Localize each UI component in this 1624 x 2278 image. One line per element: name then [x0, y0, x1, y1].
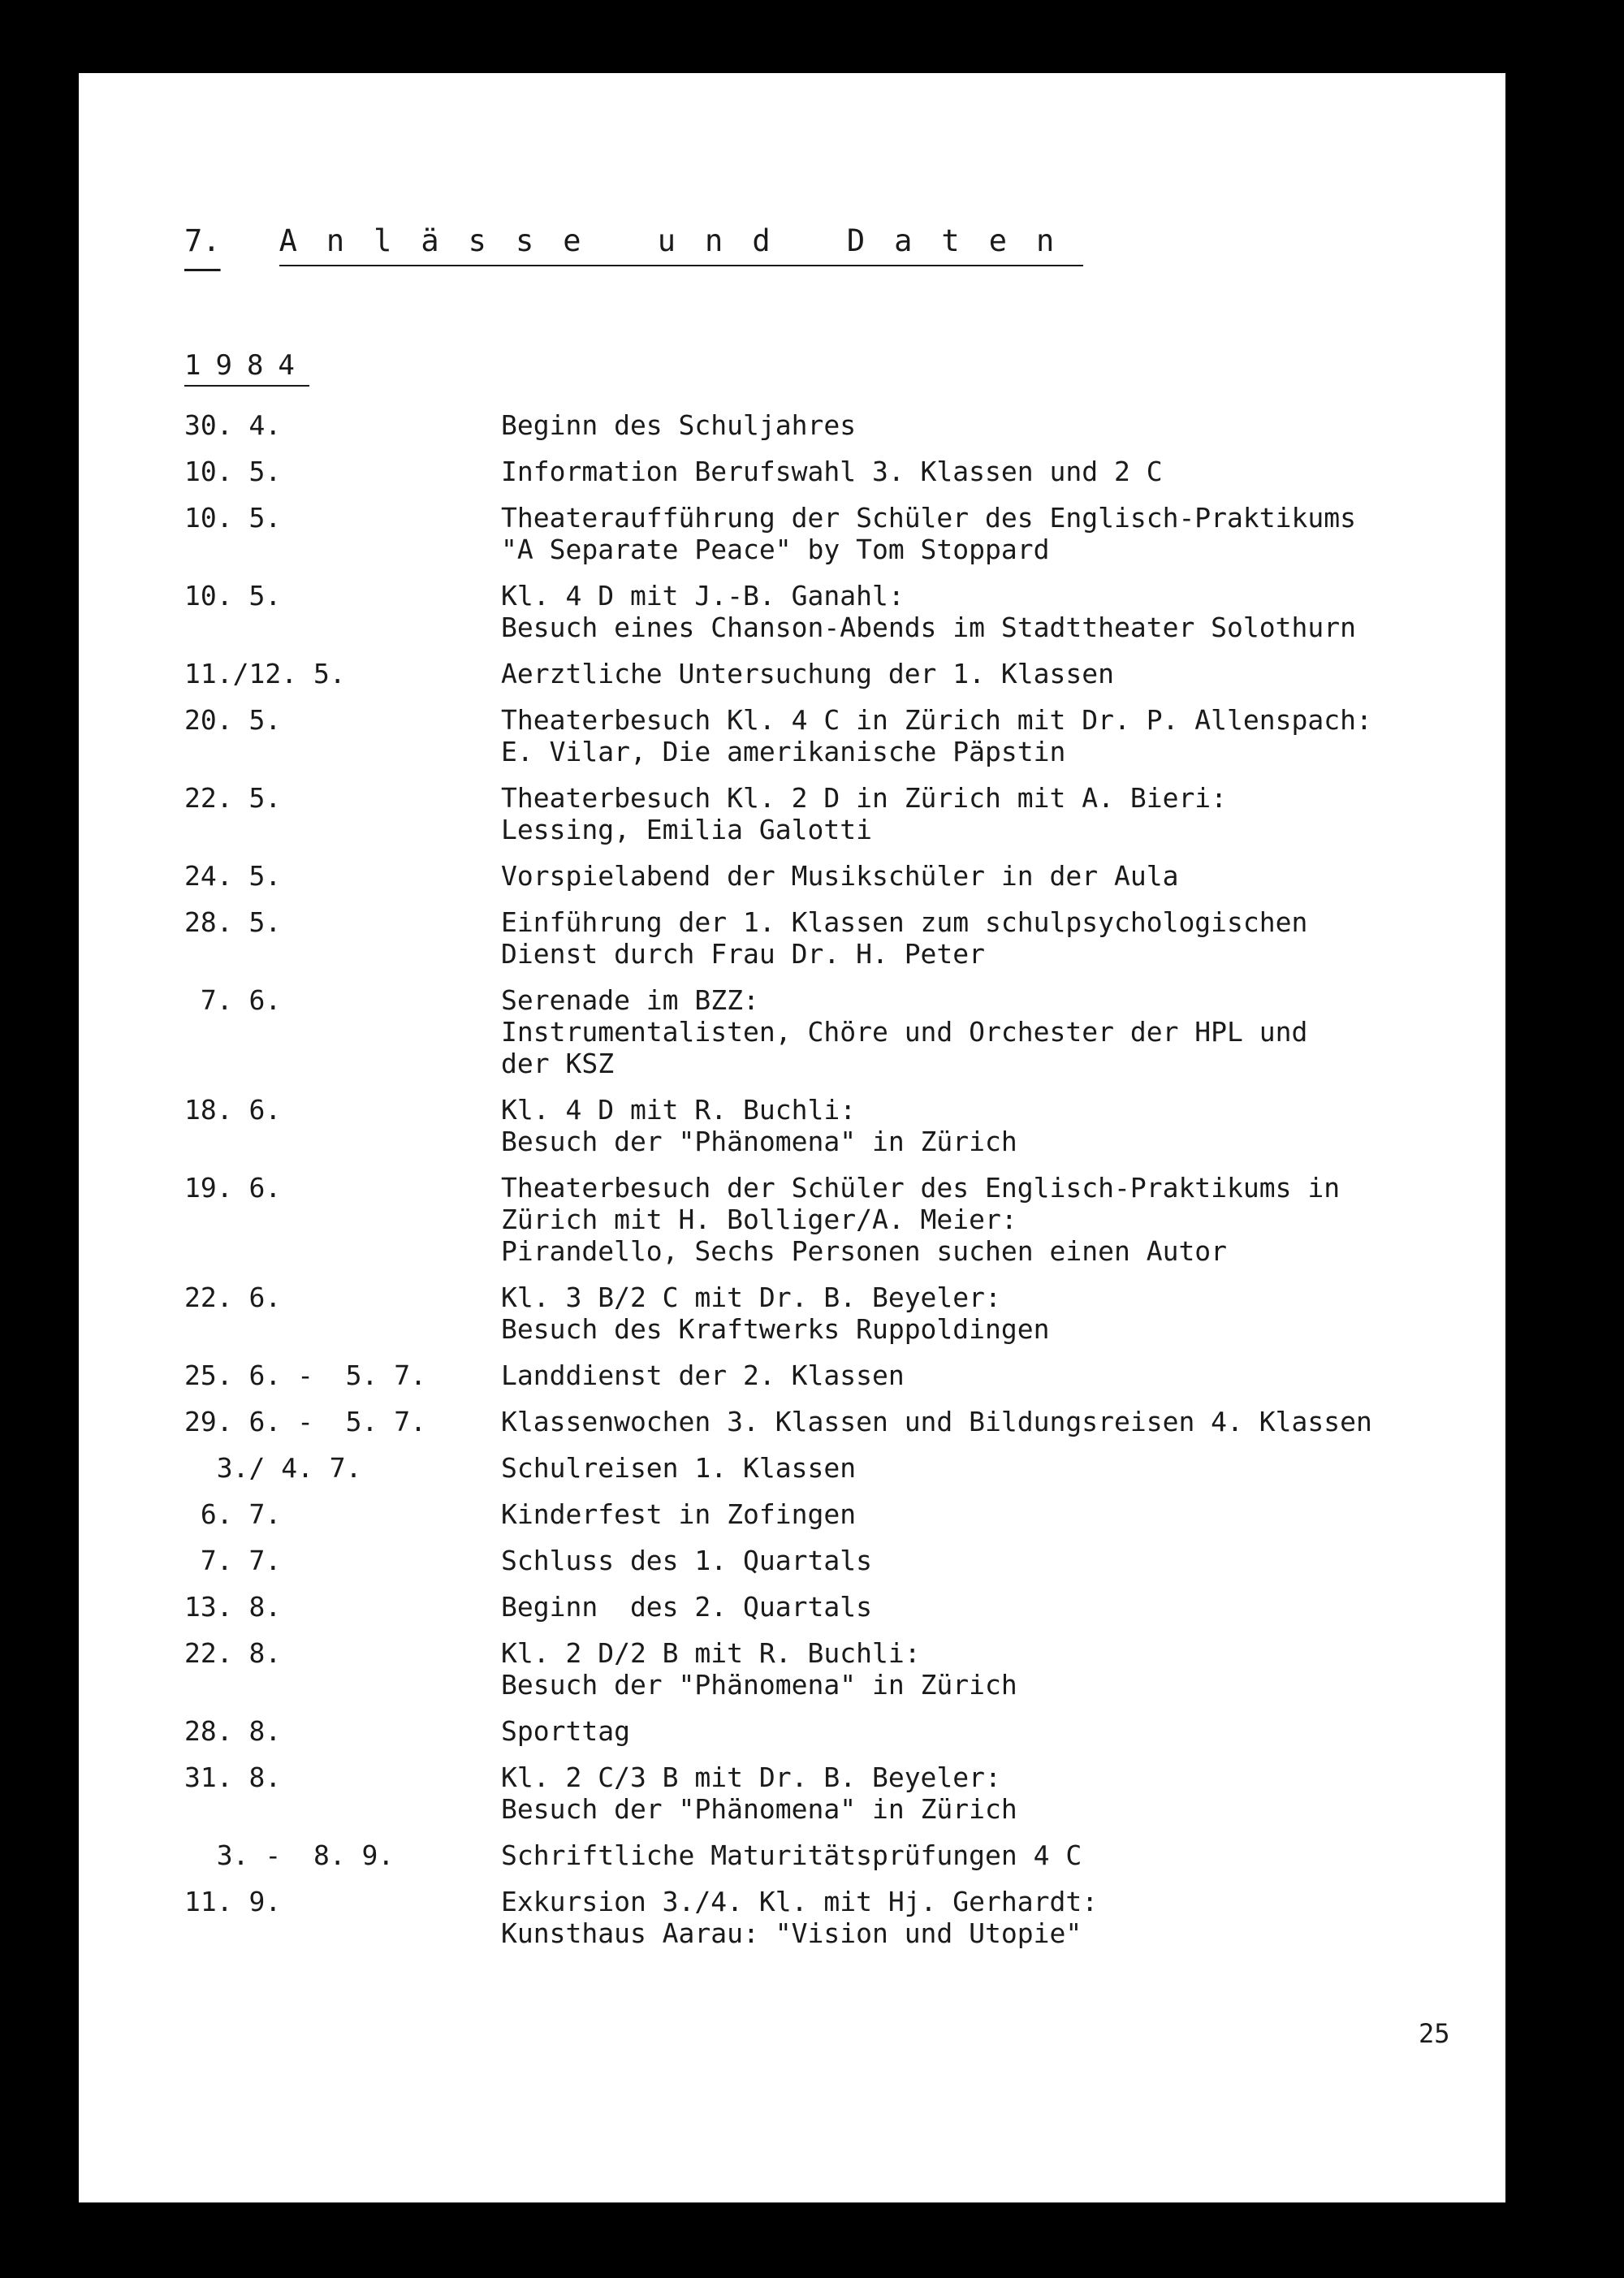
event-description-line: Kl. 4 D mit J.-B. Ganahl:: [501, 580, 905, 612]
document-page: [79, 73, 1505, 2202]
event-description-line: Kl. 3 B/2 C mit Dr. B. Beyeler:: [501, 1282, 1001, 1313]
event-description-line: Aerztliche Untersuchung der 1. Klassen: [501, 658, 1114, 689]
event-date: 24. 5.: [184, 860, 282, 892]
event-entry: [184, 782, 1500, 845]
event-description-line: Theaterbesuch der Schüler des Englisch-Praktikums in: [501, 1172, 1341, 1204]
event-entry: [184, 1545, 1500, 1576]
event-description-line: Kinderfest in Zofingen: [501, 1498, 857, 1530]
event-entry: [184, 1359, 1500, 1391]
event-entry: [184, 1637, 1500, 1701]
event-description-line: Kl. 2 D/2 B mit R. Buchli:: [501, 1637, 921, 1669]
event-description: [501, 580, 1500, 643]
event-entry: [184, 1406, 1500, 1437]
event-description-line: Schulreisen 1. Klassen: [501, 1452, 857, 1484]
event-entry: [184, 1715, 1500, 1747]
event-description-line: Klassenwochen 3. Klassen und Bildungsreisen 4. Klassen: [501, 1406, 1372, 1437]
event-description-line: Kl. 4 D mit R. Buchli:: [501, 1094, 857, 1126]
year-heading: 1984: [184, 349, 309, 387]
event-date: 7. 7.: [184, 1545, 282, 1576]
event-description-line: Landdienst der 2. Klassen: [501, 1359, 905, 1391]
event-date: 28. 8.: [184, 1715, 282, 1747]
event-entry: [184, 1591, 1500, 1623]
event-description-line: Besuch des Kraftwerks Ruppoldingen: [501, 1313, 1050, 1345]
event-description-line: Besuch der "Phänomena" in Zürich: [501, 1669, 1017, 1701]
event-description: [501, 1094, 1500, 1157]
section-title: Anlässe und Daten: [279, 223, 1084, 266]
event-entry: [184, 1886, 1500, 1949]
event-description-line: der KSZ: [501, 1048, 615, 1079]
event-list: [184, 409, 1500, 1964]
event-date: 7. 6.: [184, 984, 282, 1016]
event-description-line: Sporttag: [501, 1715, 630, 1747]
event-entry: [184, 1761, 1500, 1825]
event-date: 25. 6. - 5. 7.: [184, 1359, 427, 1391]
event-description-line: Einführung der 1. Klassen zum schulpsychologischen: [501, 906, 1308, 938]
event-description: [501, 1545, 1500, 1576]
event-description-line: Theaterbesuch Kl. 4 C in Zürich mit Dr. P. Allenspach:: [501, 704, 1372, 736]
event-description: [501, 1715, 1500, 1747]
event-date: 3. - 8. 9.: [184, 1839, 395, 1871]
event-description-line: Information Berufswahl 3. Klassen und 2 C: [501, 456, 1163, 487]
event-description-line: Kunsthaus Aarau: "Vision und Utopie": [501, 1917, 1082, 1949]
event-description: [501, 860, 1500, 892]
event-description-line: Dienst durch Frau Dr. H. Peter: [501, 938, 986, 970]
section-number: 7.: [184, 223, 221, 258]
event-description: [501, 502, 1500, 565]
event-entry: [184, 1498, 1500, 1530]
event-entry: [184, 1094, 1500, 1157]
event-description: [501, 906, 1500, 970]
event-description-line: Beginn des Schuljahres: [501, 409, 857, 441]
event-entry: [184, 658, 1500, 689]
event-description: [501, 409, 1500, 441]
event-description-line: Lessing, Emilia Galotti: [501, 814, 872, 845]
page-number: 25: [1419, 2018, 1450, 2049]
event-date: 20. 5.: [184, 704, 282, 736]
event-entry: [184, 502, 1500, 565]
event-description-line: Besuch der "Phänomena" in Zürich: [501, 1126, 1017, 1157]
event-description: [501, 1359, 1500, 1391]
event-date: 3./ 4. 7.: [184, 1452, 362, 1484]
event-description-line: Theaterbesuch Kl. 2 D in Zürich mit A. Bieri:: [501, 782, 1228, 814]
event-description: [501, 1886, 1500, 1949]
event-description-line: Besuch eines Chanson-Abends im Stadttheater Solothurn: [501, 612, 1356, 643]
event-description: [501, 456, 1500, 487]
event-description: [501, 658, 1500, 689]
event-description-line: Zürich mit H. Bolliger/A. Meier:: [501, 1204, 1017, 1235]
event-description-line: Kl. 2 C/3 B mit Dr. B. Beyeler:: [501, 1761, 1001, 1793]
event-description-line: Serenade im BZZ:: [501, 984, 759, 1016]
event-entry: [184, 1172, 1500, 1267]
event-date: 11. 9.: [184, 1886, 282, 1917]
event-date: 22. 8.: [184, 1637, 282, 1669]
event-date: 28. 5.: [184, 906, 282, 938]
event-description: [501, 1498, 1500, 1530]
event-description: [501, 1839, 1500, 1871]
event-date: 10. 5.: [184, 502, 282, 534]
event-description-line: Pirandello, Sechs Personen suchen einen Autor: [501, 1235, 1228, 1267]
event-description-line: Theateraufführung der Schüler des Englisch-Praktikums: [501, 502, 1356, 534]
event-date: 19. 6.: [184, 1172, 282, 1204]
event-date: 22. 6.: [184, 1282, 282, 1313]
event-date: 29. 6. - 5. 7.: [184, 1406, 427, 1437]
event-entry: [184, 1452, 1500, 1484]
event-entry: [184, 704, 1500, 767]
event-entry: [184, 409, 1500, 441]
event-description-line: E. Vilar, Die amerikanische Päpstin: [501, 736, 1066, 767]
event-entry: [184, 984, 1500, 1079]
event-description-line: Besuch der "Phänomena" in Zürich: [501, 1793, 1017, 1825]
event-date: 13. 8.: [184, 1591, 282, 1623]
event-entry: [184, 906, 1500, 970]
event-description-line: Instrumentalisten, Chöre und Orchester der HPL und: [501, 1016, 1308, 1048]
event-description: [501, 1637, 1500, 1701]
event-description: [501, 984, 1500, 1079]
event-date: 10. 5.: [184, 580, 282, 612]
event-date: 10. 5.: [184, 456, 282, 487]
event-description: [501, 704, 1500, 767]
event-description: [501, 782, 1500, 845]
event-entry: [184, 580, 1500, 643]
event-date: 6. 7.: [184, 1498, 282, 1530]
event-date: 31. 8.: [184, 1761, 282, 1793]
event-description-line: "A Separate Peace" by Tom Stoppard: [501, 534, 1050, 565]
section-heading: [184, 223, 1083, 258]
event-description: [501, 1761, 1500, 1825]
event-description-line: Beginn des 2. Quartals: [501, 1591, 872, 1623]
event-description-line: Vorspielabend der Musikschüler in der Aula: [501, 860, 1179, 892]
event-entry: [184, 1282, 1500, 1345]
event-description: [501, 1406, 1500, 1437]
event-date: 11./12. 5.: [184, 658, 346, 689]
event-entry: [184, 456, 1500, 487]
event-description-line: Schriftliche Maturitätsprüfungen 4 C: [501, 1839, 1082, 1871]
event-description-line: Schluss des 1. Quartals: [501, 1545, 872, 1576]
event-description: [501, 1452, 1500, 1484]
event-description-line: Exkursion 3./4. Kl. mit Hj. Gerhardt:: [501, 1886, 1099, 1917]
event-date: 30. 4.: [184, 409, 282, 441]
event-description: [501, 1172, 1500, 1267]
event-entry: [184, 860, 1500, 892]
event-description: [501, 1282, 1500, 1345]
event-date: 22. 5.: [184, 782, 282, 814]
event-description: [501, 1591, 1500, 1623]
event-entry: [184, 1839, 1500, 1871]
event-date: 18. 6.: [184, 1094, 282, 1126]
